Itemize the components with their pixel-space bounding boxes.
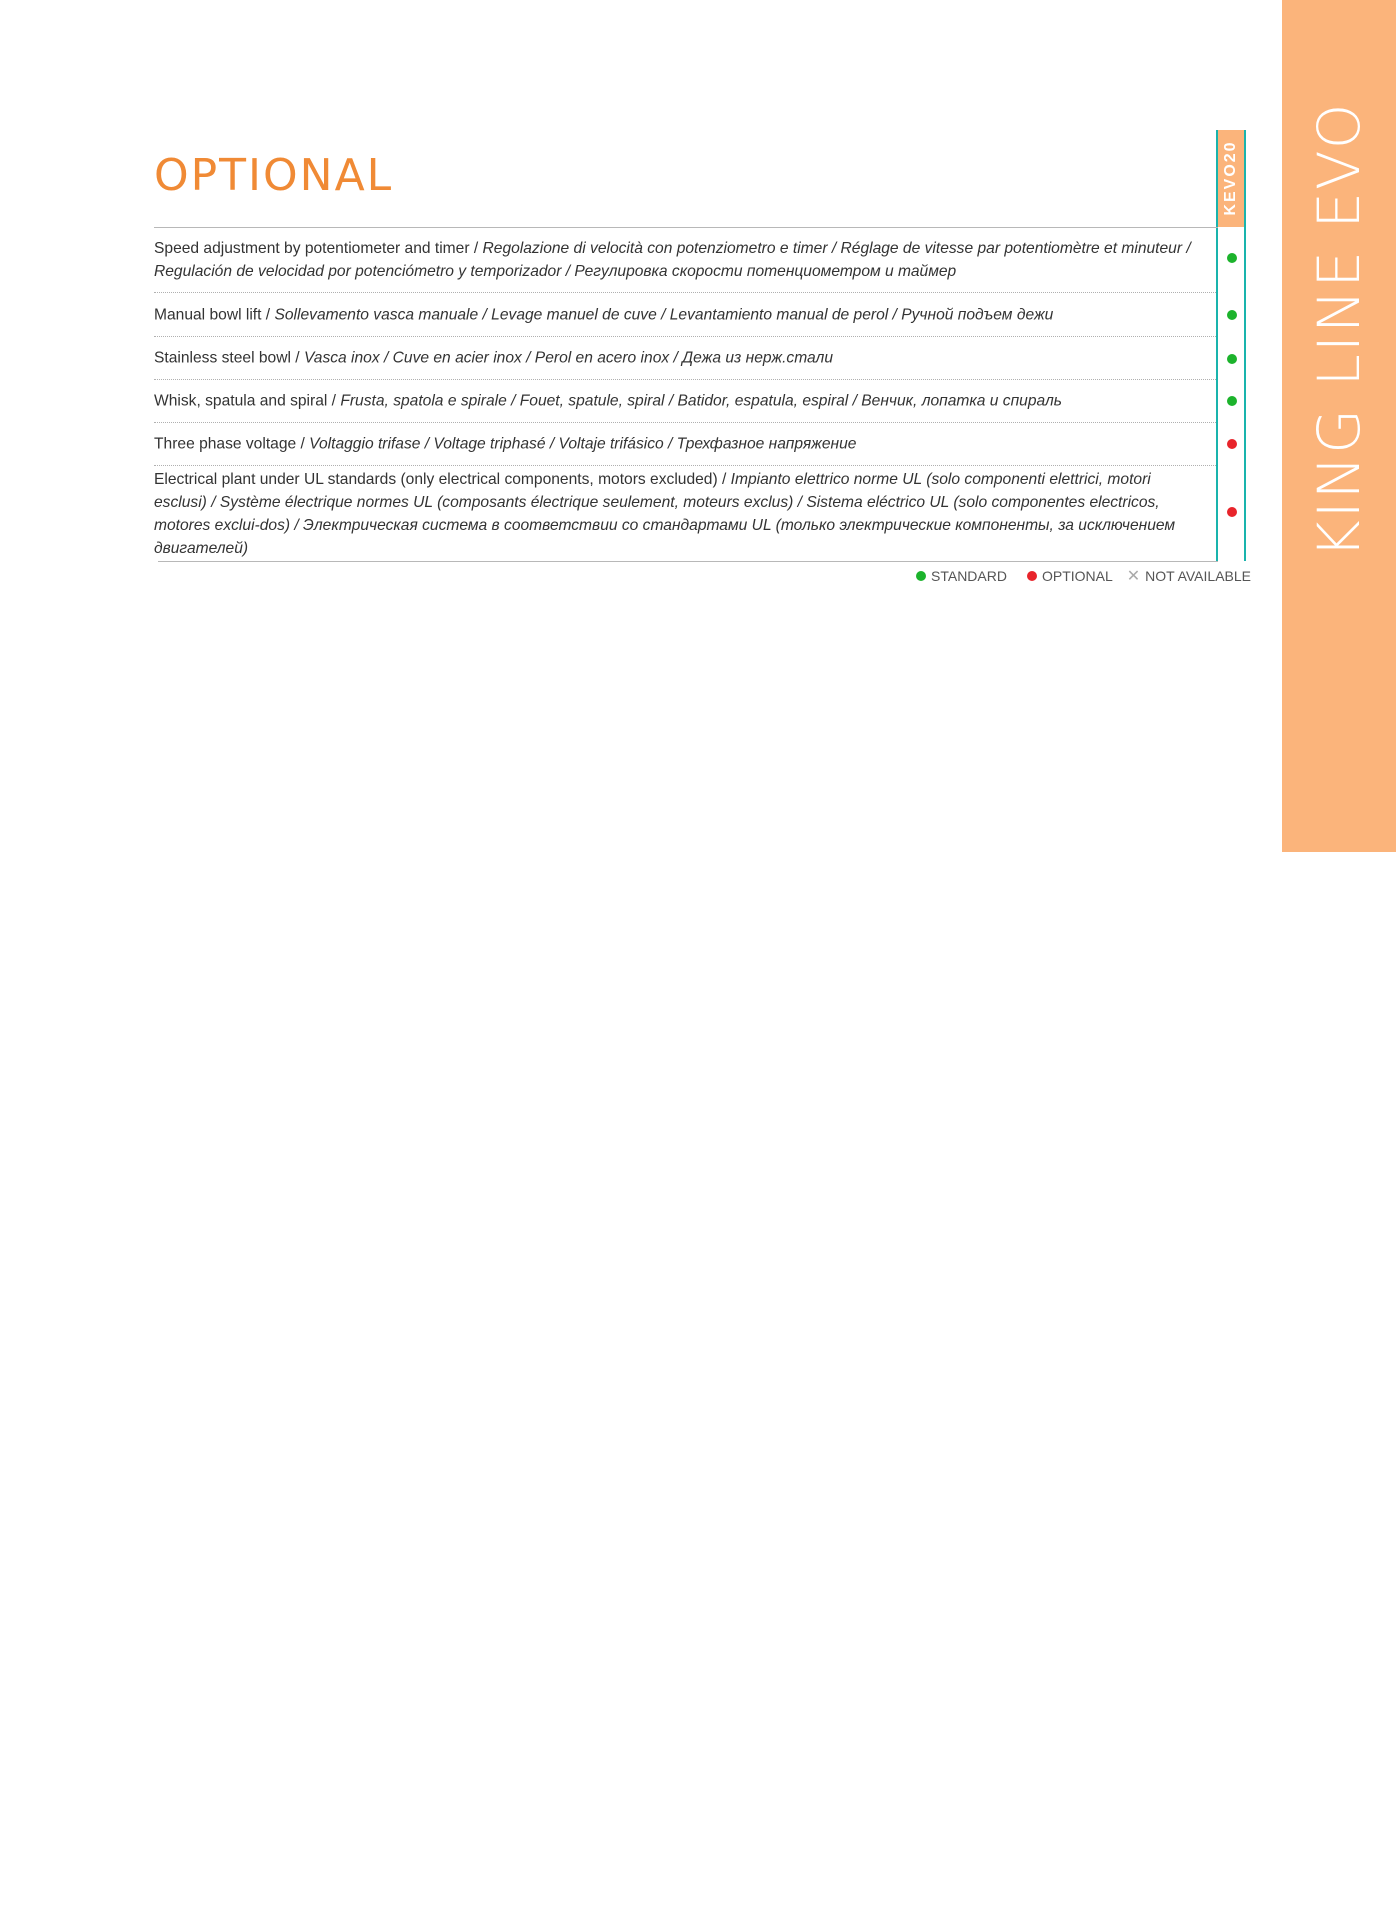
row-english: Three phase voltage / [154, 435, 310, 453]
status-dot-standard [1227, 354, 1237, 364]
page-heading: OPTIONAL [154, 150, 394, 201]
status-dot-standard [1227, 253, 1237, 263]
row-translations: Voltaggio trifase / Voltage triphasé / Voltaje trifásico / Трехфазное напряжение [309, 435, 857, 453]
legend-standard: STANDARD [916, 568, 1007, 584]
table-row [154, 466, 1216, 561]
table-row [154, 337, 1216, 380]
row-translations: Vasca inox / Cuve en acier inox / Perol en acero inox / Дежа из нерж.стали [303, 349, 834, 367]
status-dot-standard [1227, 310, 1237, 320]
standard-dot-icon [916, 571, 926, 581]
table-row [154, 228, 1216, 293]
row-translations: Frusta, spatola e spirale / Fouet, spatule, spiral / Batidor, espatula, espiral / Венчик, лопатка и спираль [340, 392, 1062, 410]
row-english: Electrical plant under UL standards (only electrical components, motors excluded) / [154, 470, 731, 488]
table-bottom-rule [158, 561, 1218, 562]
row-translations: Sollevamento vasca manuale / Levage manuel de cuve / Levantamiento manual de perol / Ручной подъем дежи [274, 306, 1054, 323]
legend-optional: OPTIONAL [1027, 568, 1113, 584]
row-english: Speed adjustment by potentiometer and timer / [154, 240, 483, 257]
row-english: Whisk, spatula and spiral / [154, 392, 341, 410]
row-english: Stainless steel bowl / [154, 349, 304, 367]
status-dot-optional [1227, 507, 1237, 517]
table-row [154, 293, 1216, 337]
model-column-header [1218, 130, 1244, 227]
row-translations: Impianto elettrico norme UL (solo componenti elettrici, motori esclusi) / Système électrique normes UL (composants électrique seulement, moteurs exclus) / Sistema eléctrico UL (solo componentes electricos, motores exclui-dos) / Электрическая система в соответствии со стандартами UL (только электрические компоненты, за исключением двигателей) [154, 470, 1176, 557]
legend [896, 566, 1251, 586]
table-row [154, 423, 1216, 466]
side-title [1282, 0, 1396, 852]
row-translations: Regolazione di velocità con potenziometro e timer / Réglage de vitesse par potentiomètre et minuteur / Regulación de velocidad por potenciómetro y temporizador / Регулировка скорости потенциометром и таймер [154, 240, 1191, 280]
cross-icon: ✕ [1126, 568, 1141, 585]
status-dot-optional [1227, 439, 1237, 449]
side-title-text: KING LINE EVO [1305, 101, 1373, 559]
row-english: Manual bowl lift / [154, 306, 275, 323]
legend-not-available: ✕ NOT AVAILABLE [1126, 568, 1251, 585]
model-column-label: KEVO20 [1222, 140, 1239, 216]
table-row [154, 380, 1216, 423]
status-dot-standard [1227, 396, 1237, 406]
optional-dot-icon [1027, 571, 1037, 581]
